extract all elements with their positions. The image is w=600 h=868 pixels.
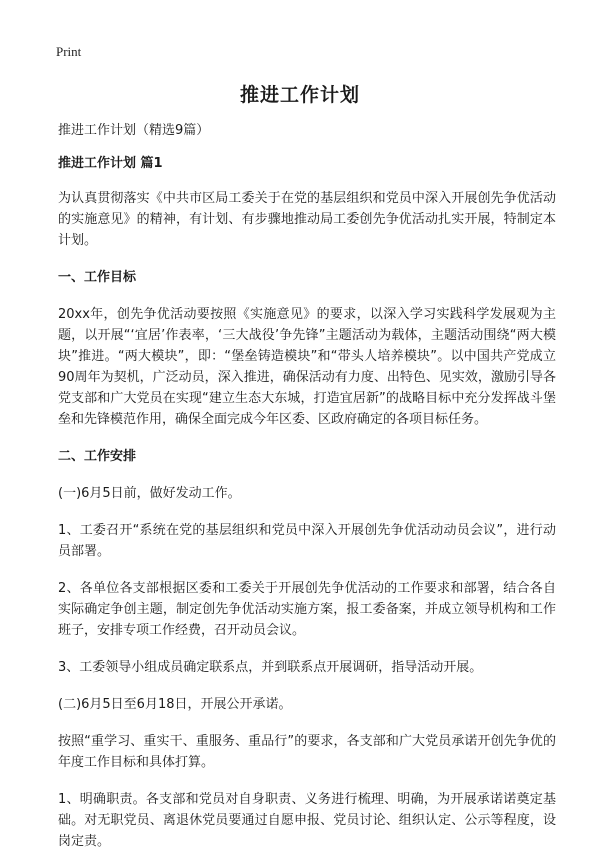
print-label: Print xyxy=(56,44,82,59)
section-heading-arrangement: 二、工作安排 xyxy=(58,449,137,464)
arrangement-item-3: 3、工委领导小组成员确定联系点，并到联系点开展调研，指导活动开展。 xyxy=(58,660,483,675)
intro-paragraph: 为认真贯彻落实《中共市区局工委关于在党的基层组织和党员中深入开展创先争优活动的实施意见》的精神，有计划、有步骤地推动局工委创先争优活动扎实开展，特制定本计划。 xyxy=(58,191,556,248)
subtitle: 推进工作计划（精选9篇） xyxy=(58,123,210,138)
arrangement-item-1: 1、工委召开“系统在党的基层组织和党员中深入开展创先争优活动动员会议”，进行动员部署。 xyxy=(58,523,556,559)
goals-paragraph: 20xx年，创先争优活动要按照《实施意见》的要求，以深入学习实践科学发展观为主题，以开展“‘宜居’作表率，‘三大战役’争先锋”主题活动为载体，主题活动围绕“两大模块”推进。“两大模块”，即：“堡垒铸造模块”和“带头人培养模块”。以中国共产党成立90周年为契机，广泛动员，深入推进，确保活动有力度、出特色、见实效，激励引导各党支部和广大党员在实现“建立生态大东城，打造宜居新”的战略目标中充分发挥战斗堡垒和先锋模范作用，确保全面完成今年区委、区政府确定的各项目标任务。 xyxy=(58,307,556,427)
phase-one-paragraph: (一)6月5日前，做好发动工作。 xyxy=(58,486,241,501)
section-heading-goals: 一、工作目标 xyxy=(58,270,137,285)
page-title: 推进工作计划 xyxy=(239,84,360,106)
document-body xyxy=(58,120,556,868)
phase-two-intro: 按照“重学习、重实干、重服务、重品行”的要求，各支部和广大党员承诺开创先争优的年度工作目标和具体打算。 xyxy=(58,734,556,770)
commitment-item-1: 1、明确职责。各支部和党员对自身职责、义务进行梳理、明确，为开展承诺诺奠定基础。对无职党员、离退休党员要通过自愿申报、党员讨论、组织认定、公示等程度，设岗定责。 xyxy=(58,792,556,849)
article-heading: 推进工作计划 篇1 xyxy=(58,156,163,171)
phase-two-paragraph: (二)6月5日至6月18日，开展公开承诺。 xyxy=(58,697,292,712)
arrangement-item-2: 2、各单位各支部根据区委和工委关于开展创先争优活动的工作要求和部署，结合各自实际确定争创主题，制定创先争优活动实施方案，报工委备案，并成立领导机构和工作班子，安排专项工作经费，召开动员会议。 xyxy=(58,581,556,638)
